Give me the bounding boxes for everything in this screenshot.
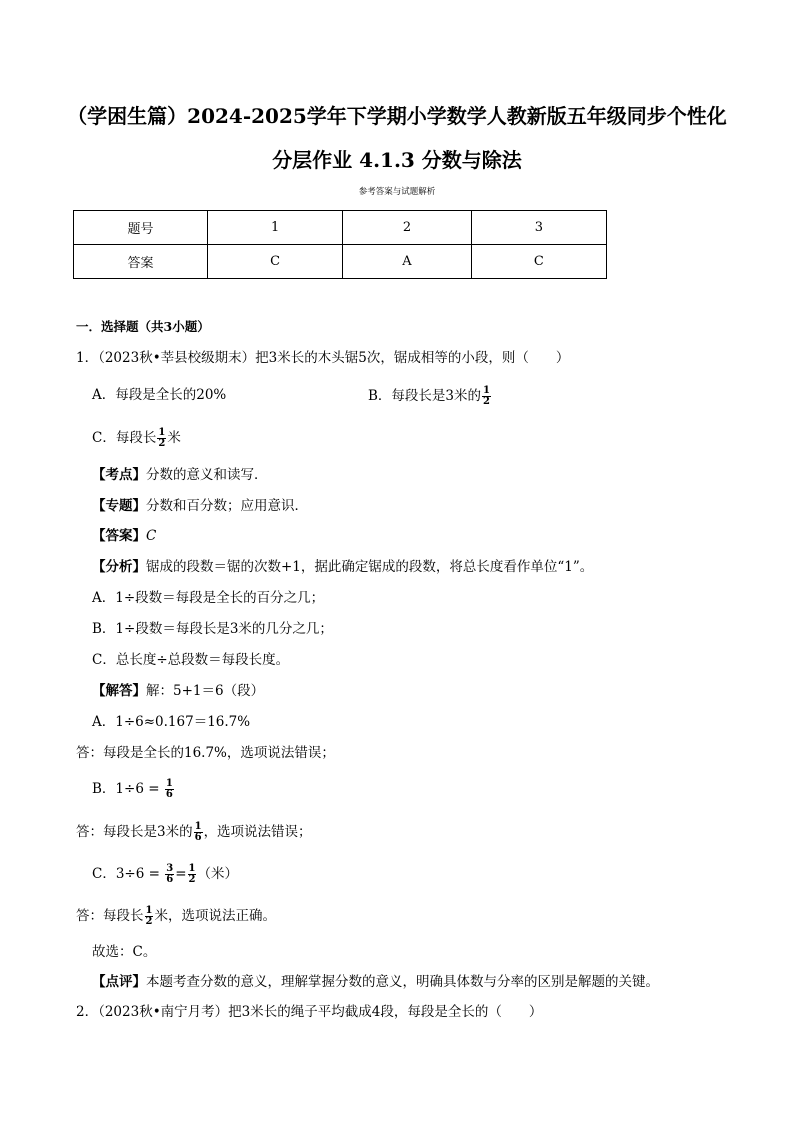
analysis-a: A．1÷段数＝每段是全长的百分之几； — [92, 590, 325, 606]
solution-c-unit: （米） — [197, 866, 238, 882]
daan-line — [92, 527, 156, 545]
kaodian-tag: 【考点】 — [92, 467, 146, 483]
question-2-stem: 2．（2023秋•南宁月考）把3米长的绳子平均截成4段，每段是全长的（ ） — [76, 1004, 543, 1020]
answer-table-answer-row — [74, 245, 607, 279]
solution-c — [92, 864, 238, 885]
analysis-c: C．总长度÷总段数＝每段长度。 — [92, 652, 290, 668]
solution-c-text: C．3÷6 = — [92, 866, 160, 882]
fraction: $\frac{1}{6}$ — [194, 821, 202, 843]
question-1-option-a: A．每段是全长的20% — [92, 387, 227, 403]
table-cell: C — [208, 245, 343, 279]
table-cell: 3 — [471, 211, 606, 245]
table-cell: A — [343, 245, 471, 279]
option-c-unit: 米 — [167, 430, 181, 446]
document-title-line-1: （学困生篇）2024-2025学年下学期小学数学人教新版五年级同步个性化 — [67, 104, 727, 128]
kaodian-text: 分数的意义和读写． — [146, 467, 268, 483]
question-1-stem: 1．（2023秋•莘县校级期末）把3米长的木头锯5次，锯成相等的小段，则（ ） — [76, 350, 570, 366]
fraction: $\frac{1}{6}$ — [165, 778, 173, 800]
answer-table-header-row — [74, 211, 607, 245]
fraction: $\frac{1}{2}$ — [483, 385, 490, 407]
dianping-tag: 【点评】 — [92, 974, 146, 990]
zhuanti-line — [92, 497, 308, 515]
equals-sign: = — [175, 866, 187, 882]
table-cell: 2 — [343, 211, 471, 245]
answer-table — [73, 210, 607, 279]
analysis-b: B．1÷段数＝每段长是3米的几分之几； — [92, 621, 333, 637]
question-1-option-c — [92, 428, 181, 449]
final-choice: 故选：C。 — [92, 944, 157, 960]
solution-b-answer-tail: ，选项说法错误； — [203, 824, 312, 840]
fraction: $\frac{1}{2}$ — [158, 427, 166, 449]
solution-b-answer — [76, 822, 312, 843]
question-1-option-b — [368, 386, 492, 407]
fenxi-line — [92, 558, 593, 576]
document-title-line-2: 分层作业 4.1.3 分数与除法 — [272, 148, 522, 172]
solution-c-answer-tail: 米，选项说法正确。 — [154, 908, 276, 924]
option-b-text: B．每段长是3米的 — [368, 388, 482, 404]
fraction: $\frac{1}{2}$ — [145, 905, 153, 927]
fenxi-text: 锯成的段数＝锯的次数+1，据此确定锯成的段数，将总长度看作单位“1”。 — [146, 559, 594, 575]
dianping-text: 本题考查分数的意义，理解掌握分数的意义，明确具体数与分率的区别是解题的关键。 — [146, 974, 659, 990]
fraction: $\frac{3}{6}$ — [166, 863, 174, 885]
solution-b-answer-text: 答：每段长是3米的 — [76, 824, 193, 840]
table-cell: 1 — [208, 211, 343, 245]
jieda-text: 解：5+1＝6（段） — [146, 683, 265, 699]
dianping-line — [92, 973, 659, 991]
kaodian-line — [92, 466, 268, 484]
fraction: $\frac{1}{2}$ — [188, 863, 196, 885]
jieda-tag: 【解答】 — [92, 683, 146, 699]
solution-a: A．1÷6≈0.167＝16.7% — [92, 714, 251, 730]
zhuanti-tag: 【专题】 — [92, 498, 146, 514]
section-heading: 一．选择题（共3小题） — [76, 319, 210, 334]
solution-b — [92, 779, 175, 800]
table-cell: 题号 — [74, 211, 208, 245]
daan-tag: 【答案】 — [92, 528, 146, 544]
zhuanti-text: 分数和百分数；应用意识． — [146, 498, 308, 514]
option-c-text: C．每段长 — [92, 430, 157, 446]
jieda-line — [92, 682, 264, 700]
table-cell: C — [471, 245, 606, 279]
daan-text: C — [146, 528, 157, 544]
document-subtitle: 参考答案与试题解析 — [358, 187, 436, 197]
solution-a-answer: 答：每段是全长的16.7%，选项说法错误； — [76, 745, 335, 761]
solution-c-answer — [76, 906, 276, 927]
fenxi-tag: 【分析】 — [92, 559, 146, 575]
table-cell: 答案 — [74, 245, 208, 279]
solution-c-answer-text: 答：每段长 — [76, 908, 144, 924]
solution-b-text: B．1÷6 = — [92, 781, 160, 797]
